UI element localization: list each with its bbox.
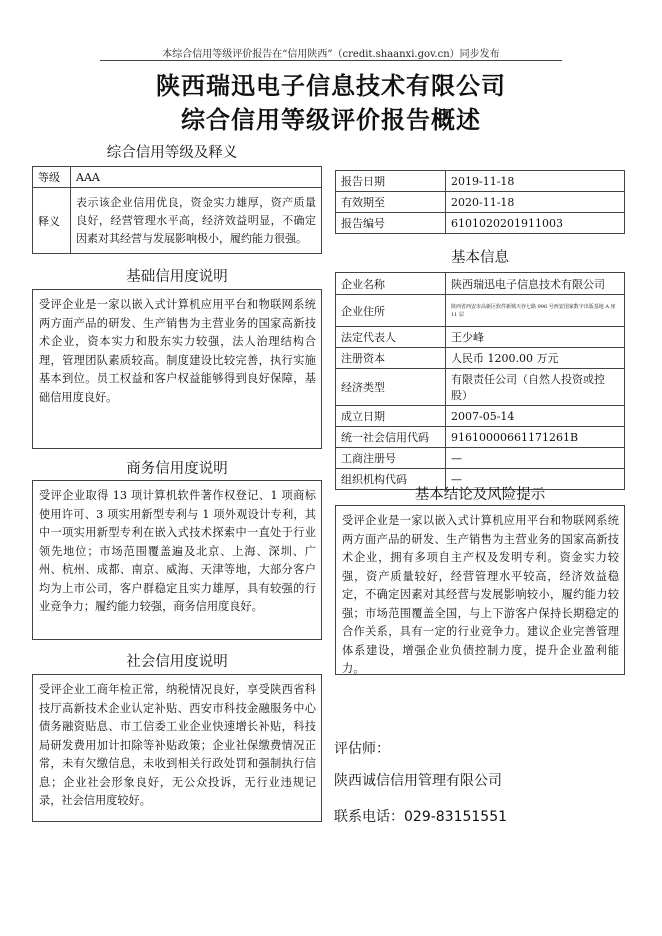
info-label: 企业名称 xyxy=(336,273,446,295)
info-value: 王少峰 xyxy=(446,327,625,348)
basic-credit-title: 基础信用度说明 xyxy=(126,269,228,285)
basic-credit-text: 受评企业是一家以嵌入式计算机应用平台和物联网系统两方面产品的研发、生产销售为主营业务的国家高新技术企业，资本实力和股东实力较强，法人治理结构合理，管理团队素质较高。制度建设比较完善，执行实施基本到位。员工权益和客户权益能够得到良好保障，基础信用度良好。 xyxy=(32,289,322,449)
report-number-value: 6101020201911003 xyxy=(446,213,625,234)
grade-label: 等级 xyxy=(33,167,71,188)
basic-info-table xyxy=(335,272,625,490)
rating-section-title: 综合信用等级及释义 xyxy=(106,145,238,161)
company-title: 陕西瑞迅电子信息技术有限公司 xyxy=(156,71,506,100)
info-label: 经济类型 xyxy=(336,369,446,406)
report-number-label: 报告编号 xyxy=(336,213,446,234)
report-info-table xyxy=(335,170,625,234)
report-date-value: 2019-11-18 xyxy=(446,171,625,192)
social-credit-text: 受评企业工商年检正常，纳税情况良好，享受陕西省科技厅高新技术企业认定补贴、西安市科技金融服务中心债务融资贴息、市工信委工业企业快速增长补贴，科技局研发费用加计扣除等补贴政策；企业社保缴费情况正常，未有欠缴信息，未收到相关行政处罚和强制执行信息；企业社会形象良好，无公众投诉，无行业违规记录，社会信用度较好。 xyxy=(32,674,322,822)
business-credit-title: 商务信用度说明 xyxy=(126,461,228,477)
agency-name: 陕西诚信信用管理有限公司 xyxy=(334,773,502,789)
info-value: 人民币 1200.00 万元 xyxy=(446,348,625,369)
evaluator-label: 评估师： xyxy=(334,741,390,757)
conclusion-title: 基本结论及风险提示 xyxy=(414,487,546,503)
meaning-text: 表示该企业信用优良，资金实力雄厚，资产质量良好，经营管理水平高，经济效益明显，不确定因素对其经营与发展影响极小，履约能力很强。 xyxy=(71,188,322,254)
conclusion-text: 受评企业是一家以嵌入式计算机应用平台和物联网系统两方面产品的研发、生产销售为主营业务的国家高新技术企业，拥有多项自主产权及发明专利。资金实力较强，资产质量较好，经营管理水平较高，经济效益稳定，不确定因素对其经营与发展影响较小，履约能力较强；市场范围覆盖全国，与上下游客户保持长期稳定的合作关系，具有一定的行业竞争力。建议企业完善管理体系建设，增强企业负债控制力度，提升企业盈利能力。 xyxy=(335,505,625,675)
info-label: 工商注册号 xyxy=(336,448,446,469)
valid-until-label: 有效期至 xyxy=(336,192,446,213)
business-credit-text: 受评企业取得 13 项计算机软件著作权登记、1 项商标使用许可、3 项实用新型专利与 1 项外观设计专利，其中一项实用新型专利在嵌入式技术探索中一直处于行业领先地位；市场范围覆盖遍及北京、上海、深圳、广州、杭州、成都、南京、威海、天津等地，大部分客户均为上市公司，客户群稳定且实力雄厚，具有较强的行业竞争力；履约能力较强，商务信用度良好。 xyxy=(32,480,322,640)
header-rule xyxy=(100,60,562,61)
basic-info-title: 基本信息 xyxy=(451,250,509,266)
info-label: 成立日期 xyxy=(336,406,446,427)
info-label: 企业住所 xyxy=(336,295,446,327)
report-date-label: 报告日期 xyxy=(336,171,446,192)
info-value: 有限责任公司（自然人投资或控股） xyxy=(446,369,625,406)
publication-notice: 本综合信用等级评价报告在“信用陕西”（credit.shaanxi.gov.cn）同步发布 xyxy=(162,49,500,60)
valid-until-value: 2020-11-18 xyxy=(446,192,625,213)
info-label: 注册资本 xyxy=(336,348,446,369)
info-label: 组织机构代码 xyxy=(336,469,446,490)
info-value: 陕西瑞迅电子信息技术有限公司 xyxy=(446,273,625,295)
meaning-label: 释义 xyxy=(33,188,71,254)
info-value: — xyxy=(446,448,625,469)
report-title: 综合信用等级评价报告概述 xyxy=(181,105,481,134)
info-label: 法定代表人 xyxy=(336,327,446,348)
grade-value: AAA xyxy=(71,167,322,188)
social-credit-title: 社会信用度说明 xyxy=(126,654,228,670)
rating-table xyxy=(32,166,322,254)
info-value: 2007-05-14 xyxy=(446,406,625,427)
info-value: 91610000661171261B xyxy=(446,427,625,448)
info-value: 陕西省西安市高新区软件新城天谷七路 996 号西安国家数字出版基地 A 座 11 层 xyxy=(446,295,625,327)
info-value: — xyxy=(446,469,625,490)
info-label: 统一社会信用代码 xyxy=(336,427,446,448)
contact-phone: 联系电话：029-83151551 xyxy=(334,809,508,825)
